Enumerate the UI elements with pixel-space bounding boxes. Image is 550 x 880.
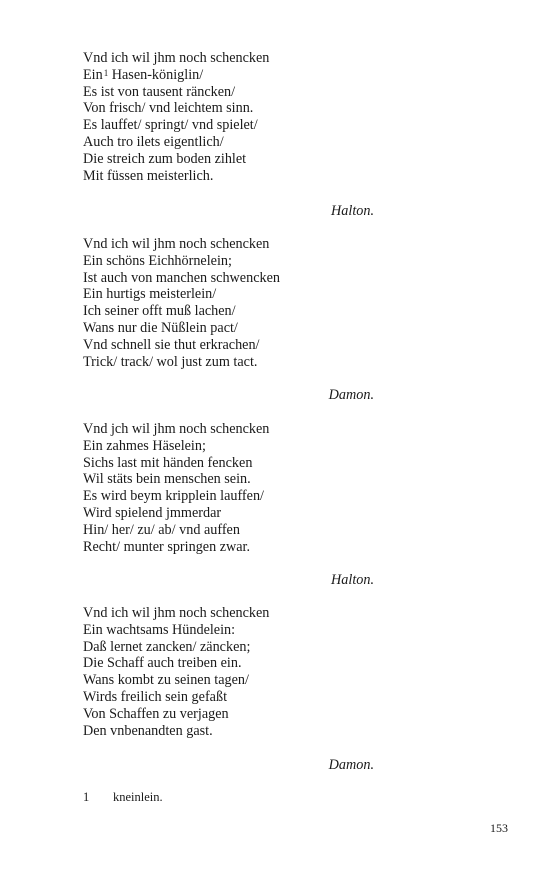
verse-line: Recht/ munter springen zwar. — [83, 538, 251, 555]
verse-line: Ein wachtsams Hündelein: — [83, 621, 236, 638]
verse-line-start: Ein — [83, 66, 103, 83]
speaker-name: Damon. — [328, 757, 374, 773]
verse-line: Sichs last mit händen fencken — [83, 454, 253, 471]
verse-line: Ich seiner offt muß lachen/ — [83, 303, 236, 320]
speaker-name: Halton. — [331, 572, 374, 588]
verse-line: Wans kombt zu seinen tagen/ — [83, 672, 249, 689]
speaker-name: Damon. — [328, 387, 374, 403]
verse-line-rest: Hasen-königlin/ — [111, 66, 204, 83]
stanza-2 — [83, 236, 503, 370]
verse-line: Die Schaff auch treiben ein. — [83, 655, 242, 672]
verse-line: Es wird beym kripplein lauffen/ — [83, 488, 264, 505]
verse-line: Mit füssen meisterlich. — [83, 167, 214, 184]
verse-line: Trick/ track/ wol just zum tact. — [83, 353, 258, 370]
verse-line: Wil stäts bein menschen sein. — [83, 471, 251, 488]
footnote-number: 1 — [83, 790, 90, 804]
verse-line: Wans nur die Nüßlein pact/ — [83, 319, 238, 336]
stanza-1 — [83, 50, 503, 184]
page-number: 153 — [490, 821, 508, 835]
verse-line: Den vnbenandten gast. — [83, 722, 213, 739]
stanza-3 — [83, 421, 503, 555]
verse-line: Vnd ich wil jhm noch schencken — [83, 50, 270, 66]
verse-line: Daß lernet zancken/ zäncken; — [83, 638, 251, 655]
footnote — [83, 789, 163, 805]
verse-line: Es lauffet/ springt/ vnd spielet/ — [83, 117, 258, 134]
verse-line: Vnd ich wil jhm noch schencken — [83, 605, 270, 621]
verse-line: Vnd schnell sie thut erkrachen/ — [83, 336, 260, 353]
verse-line: Von frisch/ vnd leichtem sinn. — [83, 100, 254, 117]
verse-line: Wirds freilich sein gefaßt — [83, 688, 228, 705]
verse-line: Es ist von tausent räncken/ — [83, 83, 236, 100]
speaker-name: Halton. — [331, 203, 374, 219]
verse-line: Vnd jch wil jhm noch schencken — [83, 421, 270, 437]
footnote-text: kneinlein. — [113, 790, 163, 804]
verse-line: Die streich zum boden zihlet — [83, 150, 247, 167]
verse-line: Ein zahmes Häselein; — [83, 437, 206, 454]
stanza-4 — [83, 605, 503, 739]
verse-line: Vnd ich wil jhm noch schencken — [83, 236, 270, 252]
verse-line: Ist auch von manchen schwencken — [83, 269, 280, 286]
verse-line: Wird spielend jmmerdar — [83, 504, 222, 521]
verse-line: Von Schaffen zu verjagen — [83, 705, 229, 722]
verse-line — [83, 67, 503, 84]
verse-line: Auch tro ilets eigentlich/ — [83, 133, 224, 150]
footnote-marker: 1 — [103, 67, 109, 78]
verse-line: Ein hurtigs meisterlein/ — [83, 286, 217, 303]
verse-line: Ein schöns Eichhörnelein; — [83, 252, 232, 269]
verse-line: Hin/ her/ zu/ ab/ vnd auffen — [83, 521, 240, 538]
